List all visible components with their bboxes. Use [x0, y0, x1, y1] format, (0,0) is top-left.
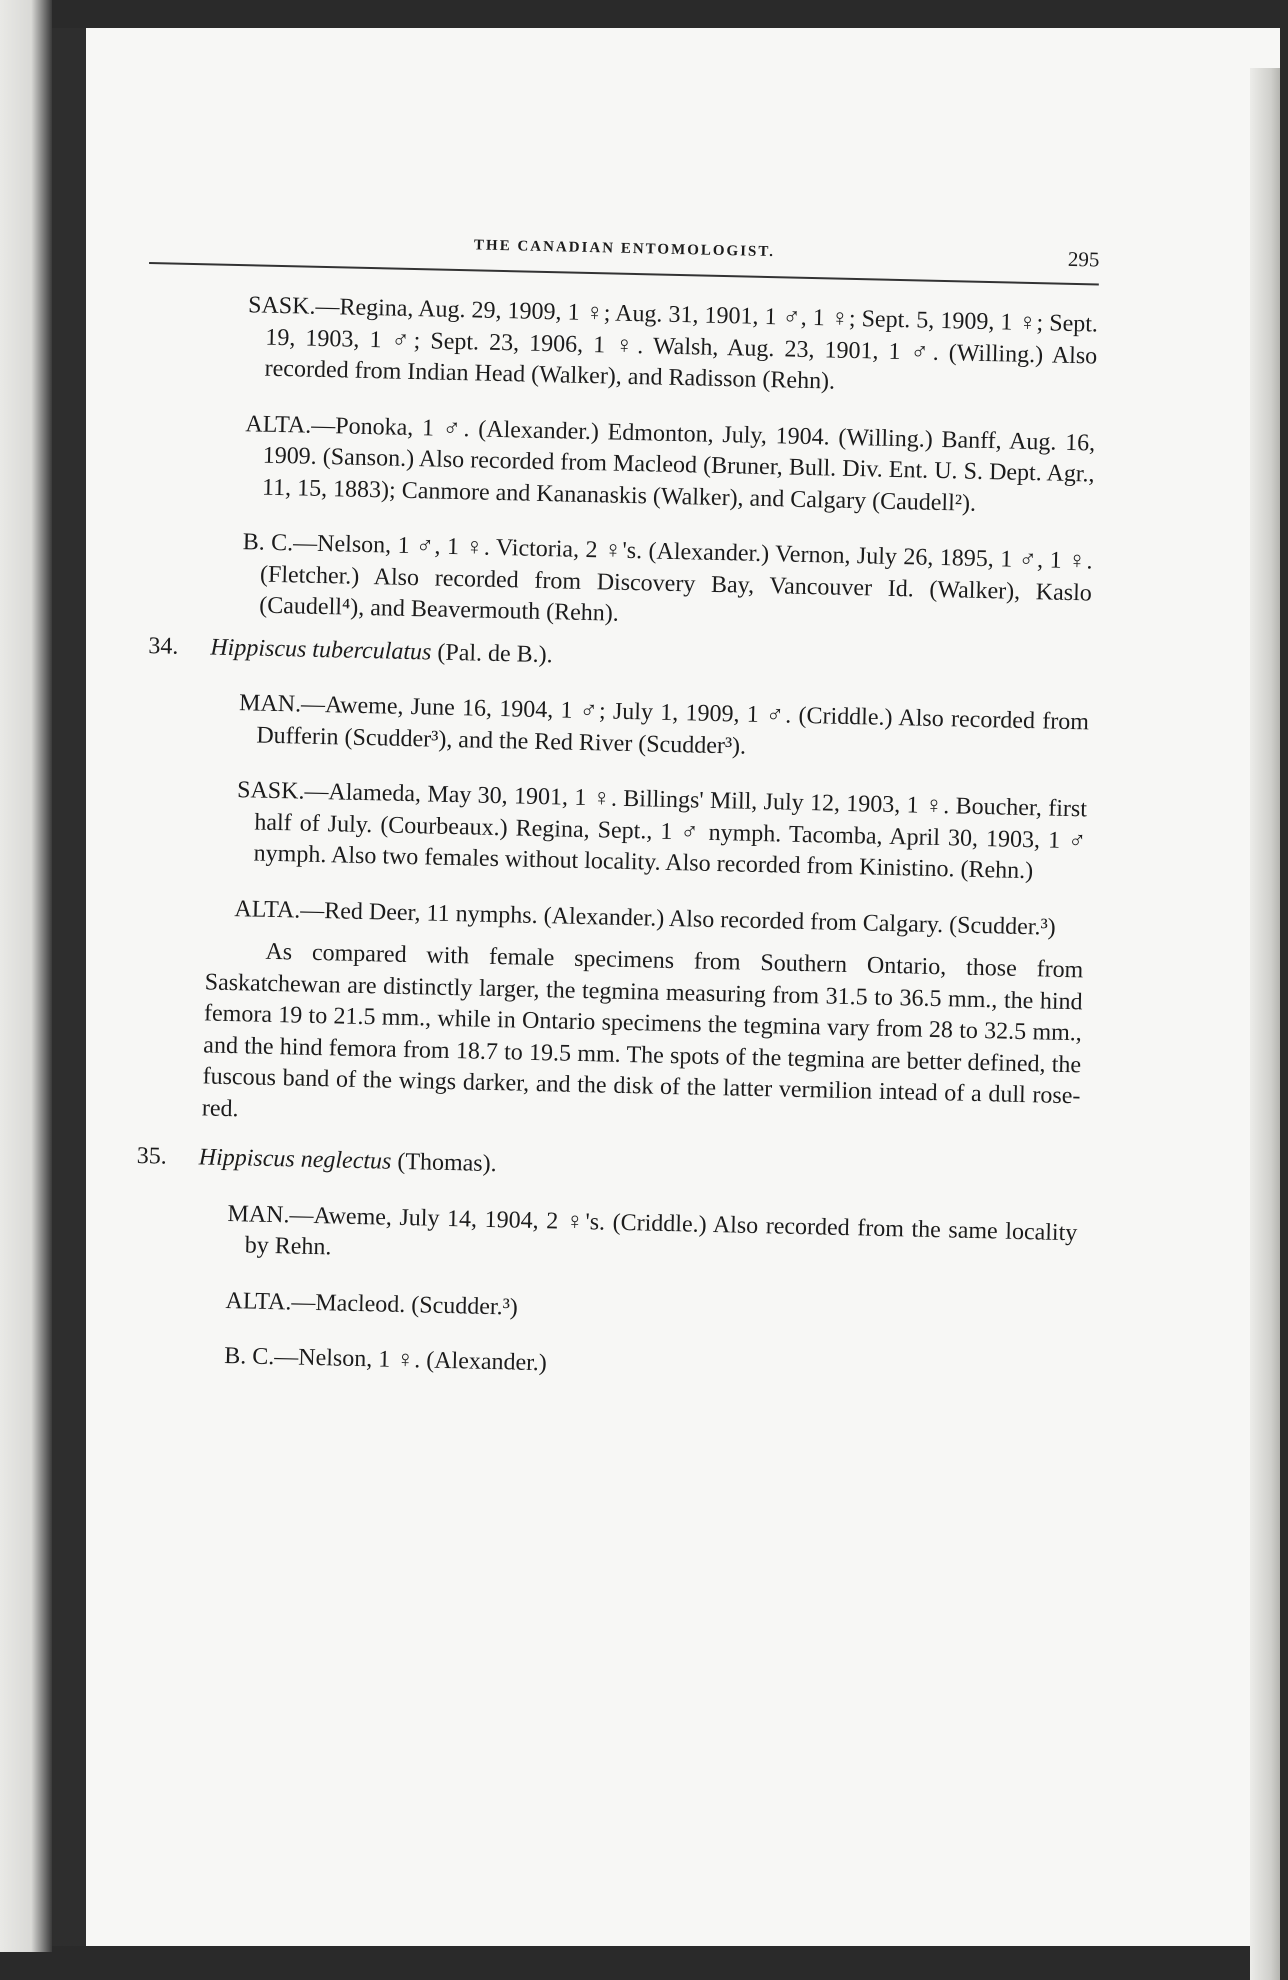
- species-authority: (Thomas).: [397, 1148, 497, 1178]
- record-man: MAN.—Aweme, June 16, 1904, 1 ♂; July 1, 1909, 1 ♂. (Criddle.) Also recorded from Dufferin (Scudder³), and the Red River (Scudder³).: [238, 690, 1090, 760]
- record-man-2: MAN.—Aweme, July 14, 1904, 2 ♀'s. (Criddle.) Also recorded from the same locality by Rehn.: [227, 1200, 1078, 1261]
- record-bc-2: B. C.—Nelson, 1 ♀. (Alexander.): [223, 1342, 548, 1377]
- comparison-paragraph: As compared with female specimens from Southern Ontario, those from Saskatchewan are distinctly larger, the tegmina measuring from 31.5 to 36.5 mm., the hind femora 19 to 21.5 mm., while in Ontario specimens the tegmina vary from 28 to 32.5 mm., and the hind femora from 18.7 to 19.5 mm. The spots of the tegmina are better defined, the fuscous band of the wings darker, and the disk of the latter vermilion intead of a dull rose-red.: [201, 938, 1084, 1122]
- species-heading-34: [148, 631, 1090, 684]
- species-number: 35.: [136, 1142, 168, 1170]
- journal-title: THE CANADIAN ENTOMOLOGIST.: [473, 237, 776, 261]
- record-sask-2: SASK.—Alameda, May 30, 1901, 1 ♀. Billings' Mill, July 12, 1903, 1 ♀. Boucher, first half of July. (Courbeaux.) Regina, Sept., 1 ♂ nymph. Tacomba, April 30, 1903, 1 ♂ nymph. Also two females without locality. Also recorded from Kinistino. (Rehn.): [236, 777, 1088, 885]
- species-authority: (Pal. de B.).: [437, 639, 554, 668]
- page-number: 295: [1067, 246, 1100, 272]
- page-content: [124, 222, 1100, 1403]
- species-heading-35: [136, 1141, 1078, 1194]
- record-alta: ALTA.—Ponoka, 1 ♂. (Alexander.) Edmonton, July, 1904. (Willing.) Banff, Aug. 16, 1909. (Sanson.) Also recorded from Macleod (Bruner, Bull. Div. Ent. U. S. Dept. Agr., 11, 15, 1883); Canmore and Kananaskis (Walker), and Calgary (Caudell²).: [245, 410, 1096, 517]
- record-alta-3: ALTA.—Macleod. (Scudder.³): [225, 1287, 519, 1321]
- species-name: Hippiscus tuberculatus: [210, 633, 432, 665]
- record-sask: SASK.—Regina, Aug. 29, 1909, 1 ♀; Aug. 31, 1901, 1 ♂, 1 ♀; Sept. 5, 1909, 1 ♀; Sept. 19, 1903, 1 ♂; Sept. 23, 1906, 1 ♀. Walsh, Aug. 23, 1901, 1 ♂. (Willing.) Also recorded from Indian Head (Walker), and Radisson (Rehn).: [247, 292, 1099, 395]
- book-spine: [0, 0, 52, 1952]
- body-text: [124, 288, 1098, 1392]
- page-edge: [1250, 68, 1280, 1980]
- record-bc: B. C.—Nelson, 1 ♂, 1 ♀. Victoria, 2 ♀'s. (Alexander.) Vernon, July 26, 1895, 1 ♂, 1 ♀. (Fletcher.) Also recorded from Discovery Bay, Vancouver Id. (Walker), Kaslo (Caudell⁴), and Beavermouth (Rehn).: [242, 529, 1093, 627]
- species-number: 34.: [148, 632, 179, 660]
- record-alta-2: ALTA.—Red Deer, 11 nymphs. (Alexander.) Also recorded from Calgary. (Scudder.³): [234, 895, 1056, 941]
- species-name: Hippiscus neglectus: [198, 1144, 392, 1175]
